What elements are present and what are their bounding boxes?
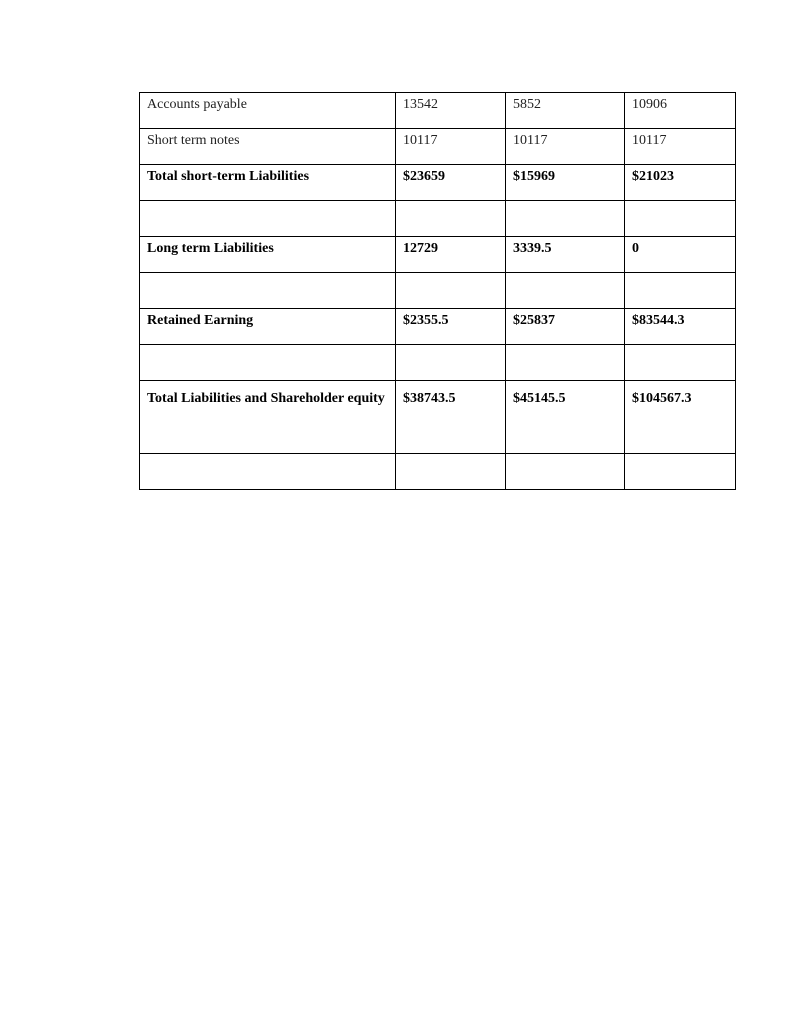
empty-cell: [506, 201, 625, 237]
empty-cell: [140, 201, 396, 237]
empty-cell: [625, 201, 736, 237]
empty-cell: [506, 345, 625, 381]
row-label: Total short-term Liabilities: [140, 165, 396, 201]
cell-value: 10117: [506, 129, 625, 165]
row-label: Long term Liabilities: [140, 237, 396, 273]
empty-cell: [506, 454, 625, 490]
cell-value: 10906: [625, 93, 736, 129]
cell-value: $83544.3: [625, 309, 736, 345]
empty-cell: [506, 273, 625, 309]
table-row-empty: [140, 454, 736, 490]
cell-value: 10117: [396, 129, 506, 165]
empty-cell: [140, 273, 396, 309]
empty-cell: [625, 345, 736, 381]
empty-cell: [625, 273, 736, 309]
cell-value: $15969: [506, 165, 625, 201]
cell-value: $38743.5: [396, 381, 506, 454]
cell-value: 0: [625, 237, 736, 273]
row-label: Retained Earning: [140, 309, 396, 345]
cell-value: 3339.5: [506, 237, 625, 273]
table-row-short-term-notes: [140, 129, 736, 165]
cell-value: $104567.3: [625, 381, 736, 454]
empty-cell: [140, 454, 396, 490]
empty-cell: [396, 454, 506, 490]
cell-value: $21023: [625, 165, 736, 201]
table-row-retained-earning: [140, 309, 736, 345]
cell-value: $23659: [396, 165, 506, 201]
table-row-empty: [140, 201, 736, 237]
empty-cell: [396, 201, 506, 237]
cell-value: 12729: [396, 237, 506, 273]
cell-value: 5852: [506, 93, 625, 129]
cell-value: $45145.5: [506, 381, 625, 454]
table-row-total-liabilities-equity: [140, 381, 736, 454]
cell-value: 13542: [396, 93, 506, 129]
table-row-empty: [140, 273, 736, 309]
row-label: Accounts payable: [140, 93, 396, 129]
cell-value: $25837: [506, 309, 625, 345]
empty-cell: [396, 273, 506, 309]
cell-value: $2355.5: [396, 309, 506, 345]
table-row-empty: [140, 345, 736, 381]
empty-cell: [140, 345, 396, 381]
empty-cell: [396, 345, 506, 381]
table-row-long-term-liabilities: [140, 237, 736, 273]
row-label: Short term notes: [140, 129, 396, 165]
table-row-total-short-term-liabilities: [140, 165, 736, 201]
liabilities-equity-table: [139, 92, 736, 490]
table-row-accounts-payable: [140, 93, 736, 129]
cell-value: 10117: [625, 129, 736, 165]
empty-cell: [625, 454, 736, 490]
row-label: Total Liabilities and Shareholder equity: [140, 381, 396, 454]
